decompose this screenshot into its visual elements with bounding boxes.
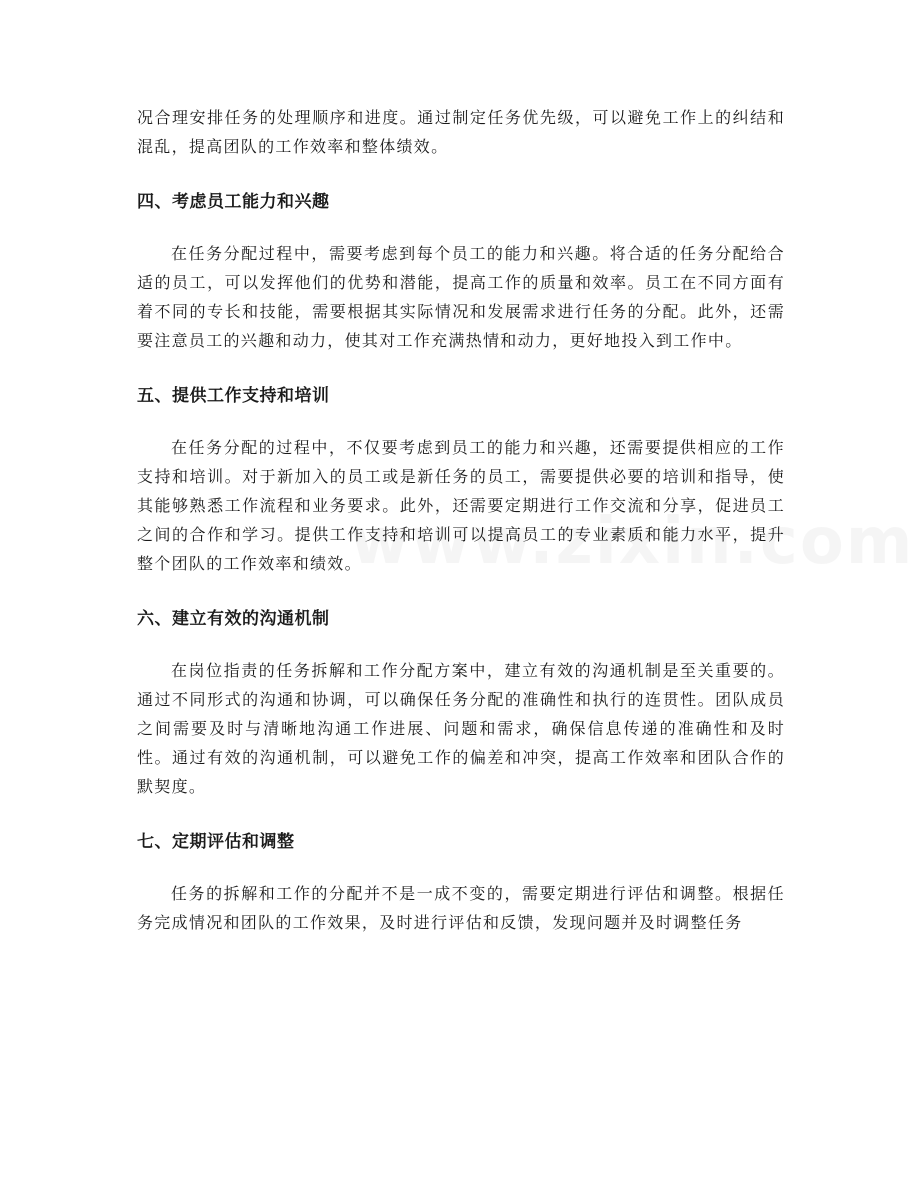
section-heading-4: 四、考虑员工能力和兴趣 bbox=[137, 192, 330, 212]
intro-paragraph: 况合理安排任务的处理顺序和进度。通过制定任务优先级，可以避免工作上的纠结和混乱，提高团队的工作效率和整体绩效。 bbox=[137, 108, 785, 156]
section-paragraph-7: 任务的拆解和工作的分配并不是一成不变的，需要定期进行评估和调整。根据任务完成情况和团队的工作效果，及时进行评估和反馈，发现问题并及时调整任务 bbox=[137, 884, 785, 932]
section-paragraph-5: 在任务分配的过程中，不仅要考虑到员工的能力和兴趣，还需要提供相应的工作支持和培训。对于新加入的员工或是新任务的员工，需要提供必要的培训和指导，使其能够熟悉工作流程和业务要求。此外，还需要定期进行工作交流和分享，促进员工之间的合作和学习。提供工作支持和培训可以提高员工的专业素质和能力水平，提升整个团队的工作效率和绩效。 bbox=[137, 438, 785, 573]
section-heading-5: 五、提供工作支持和培训 bbox=[137, 386, 330, 406]
section-paragraph-4: 在任务分配过程中，需要考虑到每个员工的能力和兴趣。将合适的任务分配给合适的员工，可以发挥他们的优势和潜能，提高工作的质量和效率。员工在不同方面有着不同的专长和技能，需要根据其实际情况和发展需求进行任务的分配。此外，还需要注意员工的兴趣和动力，使其对工作充满热情和动力，更好地投入到工作中。 bbox=[137, 244, 785, 350]
section-paragraph-6: 在岗位指责的任务拆解和工作分配方案中，建立有效的沟通机制是至关重要的。通过不同形式的沟通和协调，可以确保任务分配的准确性和执行的连贯性。团队成员之间需要及时与清晰地沟通工作进展、问题和需求，确保信息传递的准确性和及时性。通过有效的沟通机制，可以避免工作的偏差和冲突，提高工作效率和团队合作的默契度。 bbox=[137, 661, 785, 796]
section-heading-7: 七、定期评估和调整 bbox=[137, 832, 295, 852]
document-body bbox=[137, 103, 785, 937]
section-heading-6: 六、建立有效的沟通机制 bbox=[137, 609, 330, 629]
